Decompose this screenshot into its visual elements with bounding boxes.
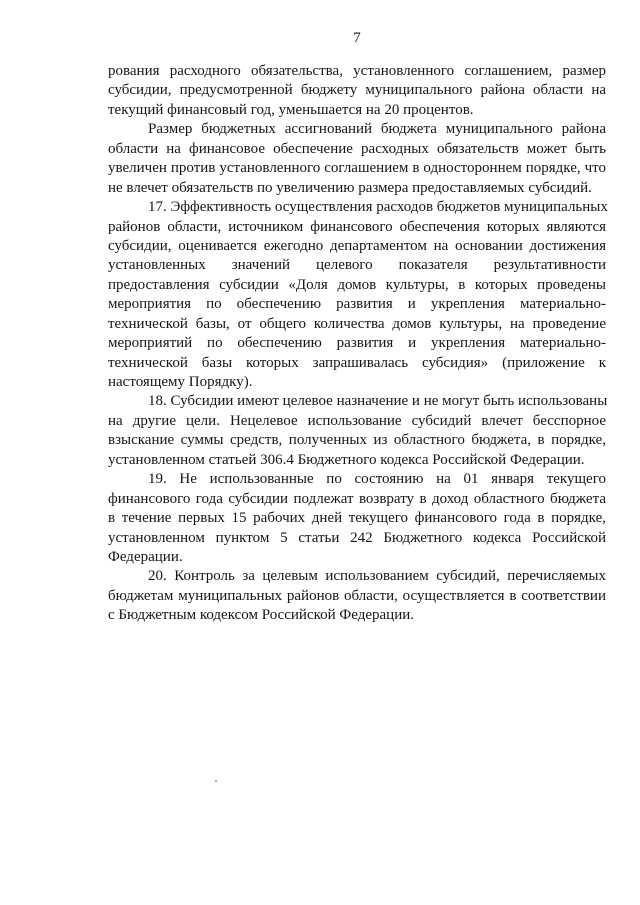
scan-speck	[215, 780, 217, 782]
paragraph-item-20	[108, 567, 606, 625]
text-line: бюджетам муниципальных районов области, осуществляется в соответствии	[108, 587, 606, 604]
paragraph-budget-allocations	[108, 120, 606, 198]
paragraph-continuation	[108, 62, 606, 120]
text-line: субсидии, предусмотренной бюджету муниципального района области на	[108, 82, 606, 99]
text-line: установленном пунктом 5 статьи 242 Бюджетного кодекса Российской	[108, 529, 606, 546]
text-line: области на финансовое обеспечение расходных обязательств может быть	[108, 140, 606, 157]
text-line: предоставления субсидии «Доля домов культуры, в которых проведены	[108, 276, 606, 293]
text-line: рования расходного обязательства, установленного соглашением, размер	[108, 63, 606, 79]
text-line: установленных значений целевого показателя результативности	[108, 257, 606, 274]
text-line: мероприятий по обеспечению развития и укрепления материально-	[108, 335, 606, 352]
text-line: Размер бюджетных ассигнований бюджета муниципального района	[148, 121, 606, 138]
document-body	[108, 62, 606, 626]
text-line: технической базы, от общего количества домов культуры, на проведение	[108, 315, 606, 332]
text-line: в течение первых 15 рабочих дней текущего финансового года в порядке,	[108, 510, 606, 527]
text-line: настоящему Порядку).	[108, 374, 253, 390]
text-line: установленном статьей 306.4 Бюджетного кодекса Российской Федерации.	[108, 451, 585, 468]
text-line: субсидии, оценивается ежегодно департаментом на основании достижения	[108, 237, 606, 254]
text-line: не влечет обязательств по увеличению размера предоставляемых субсидий.	[108, 179, 592, 196]
text-line: с Бюджетным кодексом Российской Федерации.	[108, 607, 414, 624]
text-line: мероприятия по обеспечению развития и укрепления материально-	[108, 296, 606, 313]
text-line: 19. Не использованные по состоянию на 01 января текущего	[148, 471, 606, 488]
text-line: увеличен против установленного соглашением в одностороннем порядке, что	[108, 160, 606, 177]
text-line: 18. Субсидии имеют целевое назначение и не могут быть использованы	[148, 393, 608, 410]
text-line: текущий финансовый год, уменьшается на 20 процентов.	[108, 101, 474, 118]
text-line: взыскание суммы средств, полученных из областного бюджета, в порядке,	[108, 432, 606, 449]
paragraph-item-19	[108, 470, 606, 567]
text-line: на другие цели. Нецелевое использование субсидий влечет бесспорное	[108, 412, 606, 429]
paragraph-item-18	[108, 392, 606, 470]
text-line: 17. Эффективность осуществления расходов бюджетов муниципальных	[148, 199, 608, 216]
paragraph-item-17	[108, 198, 606, 392]
text-line: технической базы которых запрашивалась субсидия» (приложение к	[108, 354, 606, 371]
text-line: финансового года субсидии подлежат возврату в доход областного бюджета	[108, 490, 606, 507]
text-line: Федерации.	[108, 548, 183, 565]
text-line: районов области, источником финансового обеспечения которых являются	[108, 218, 606, 235]
page-number: 7	[353, 30, 361, 46]
text-line: 20. Контроль за целевым использованием субсидий, перечисляемых	[148, 568, 606, 585]
